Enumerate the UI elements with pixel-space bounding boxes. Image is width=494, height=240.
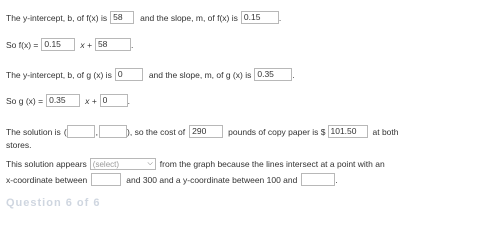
g-intercept-slope-row xyxy=(6,68,295,81)
f-slope-input[interactable]: 0.15 xyxy=(241,11,279,24)
g-equation-period: . xyxy=(127,95,131,106)
g-equation-x-plus: x + xyxy=(85,95,97,106)
at-both-text: at both xyxy=(372,126,399,137)
f-slope-label: and the slope, m, of f(x) is xyxy=(140,12,238,23)
cost-input[interactable]: 101.50 xyxy=(328,125,368,138)
f-equation-intercept-input[interactable]: 58 xyxy=(95,38,131,51)
pounds-input[interactable]: 290 xyxy=(189,125,223,138)
f-equation-row xyxy=(6,38,133,51)
g-slope-period: . xyxy=(292,69,295,80)
solution-comma: , xyxy=(95,126,99,137)
g-intercept-label: The y-intercept, b, of g (x) is xyxy=(6,69,112,80)
stores-text: stores. xyxy=(6,140,32,150)
solution-x-input[interactable] xyxy=(67,125,95,138)
g-slope-input[interactable]: 0.35 xyxy=(254,68,292,81)
f-equation-period: . xyxy=(130,39,134,50)
g-equation-row xyxy=(6,94,130,107)
f-intercept-slope-row xyxy=(6,11,281,24)
conclusion-period: . xyxy=(335,174,338,185)
y-range-label: and 300 and a y-coordinate between 100 and xyxy=(126,174,298,185)
solution-cost-text: ), so the cost of xyxy=(127,126,186,137)
appearance-select-value: (select) xyxy=(92,159,120,169)
coordinate-range-row xyxy=(6,173,338,186)
solution-open-paren: ( xyxy=(63,126,67,137)
question-footer: Question 6 of 6 xyxy=(6,197,101,209)
g-intercept-input[interactable]: 0 xyxy=(115,68,143,81)
g-equation-slope-input[interactable]: 0.35 xyxy=(46,94,80,107)
f-equation-x-plus: x + xyxy=(80,39,92,50)
g-equation-label: So g (x) = xyxy=(6,95,44,106)
f-intercept-input[interactable]: 58 xyxy=(110,11,134,24)
solution-y-input[interactable] xyxy=(99,125,127,138)
y-high-input[interactable] xyxy=(301,173,338,186)
g-slope-label: and the slope, m, of g (x) is xyxy=(148,69,252,80)
solution-row xyxy=(6,125,399,138)
x-low-input[interactable] xyxy=(91,173,121,186)
conclusion-text: from the graph because the lines intersect at a point with an xyxy=(159,159,385,169)
conclusion-label: This solution appears xyxy=(6,159,87,169)
chevron-down-icon: ⌵ xyxy=(147,160,153,167)
f-intercept-label: The y-intercept, b, of f(x) is xyxy=(6,12,108,23)
f-slope-period: . xyxy=(278,12,282,23)
g-equation-intercept-input[interactable]: 0 xyxy=(100,94,128,107)
f-equation-slope-input[interactable]: 0.15 xyxy=(41,38,75,51)
conclusion-row xyxy=(6,158,385,170)
f-equation-label: So f(x) = xyxy=(6,39,39,50)
appearance-select[interactable] xyxy=(90,158,156,170)
x-range-label: x-coordinate between xyxy=(6,174,88,185)
stores-row xyxy=(6,140,32,150)
pounds-text: pounds of copy paper is $ xyxy=(228,126,326,137)
solution-label: The solution is xyxy=(6,126,61,137)
